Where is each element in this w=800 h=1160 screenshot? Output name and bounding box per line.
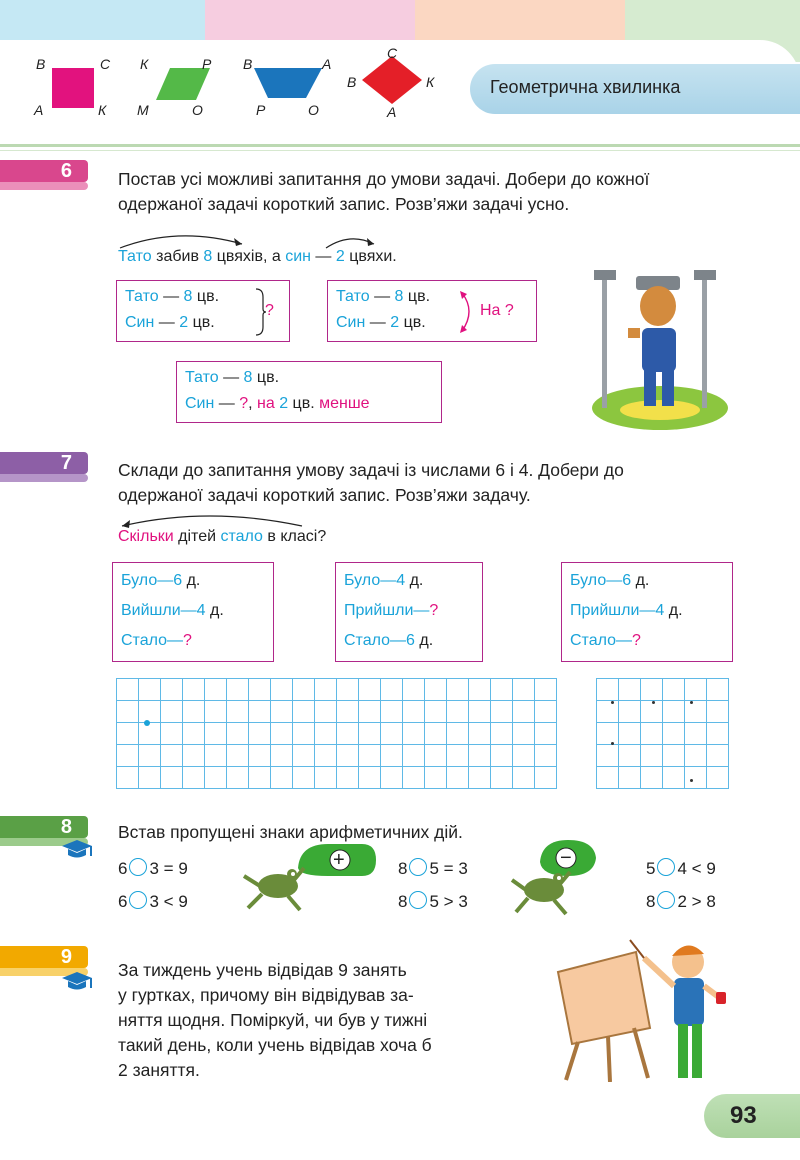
parallelogram-label-tl: К [140,56,149,72]
blank-circle-1[interactable] [129,858,147,876]
square-label-br: К [98,102,107,118]
exercise-9-badge: 9 [0,946,88,968]
trapezoid-label-br: О [308,102,319,118]
story-syn: син [285,248,311,265]
ex6-scheme-box-1 [116,280,290,342]
graduation-cap-icon [60,838,94,862]
ex6-scheme-box-3 [176,361,442,423]
blank-circle-2[interactable] [129,891,147,909]
box2-unit1: цв. [403,288,431,305]
box2-syn: Син [336,314,366,331]
blank-circle-5[interactable] [657,858,675,876]
box2-unit2: цв. [399,314,426,331]
box3-question: ? [239,395,249,412]
blank-circle-4[interactable] [409,891,427,909]
parallelogram-label-tr: Р [202,56,212,72]
man-with-nails-illustration [580,258,740,438]
exercise-6-badge-lower [0,182,88,190]
ex7-scheme-box-2 [335,562,483,662]
ex7-b3-pryishly: Прийшли [570,602,640,619]
ex7-b3-bulo: Було [570,572,607,589]
ex7-b3-dash2: — [639,602,656,619]
rhombus-label-bottom: А [387,104,397,120]
trapezoid-label-tr: А [322,56,332,72]
story-text4: цвяхи. [344,248,397,265]
exercise-6-text-line2: одержаної задачі короткий запис. Розв’яжи задачі усно. [118,194,570,214]
story-text1: забив [151,248,204,265]
exercise-9-line3: няття щодня. Поміркуй, чи був у тижні [118,1010,428,1030]
exercise-8-text: Встав пропущені знаки арифметичних дій. [118,822,463,842]
trapezoid-figure [254,68,322,98]
square-label-tl: В [36,56,46,72]
ex7-b1-dash3: — [167,632,184,649]
ex7-scheme-box-1 [112,562,274,662]
ex7-b2-dash2: — [413,602,430,619]
ex7-b1-bulo: Було [121,572,158,589]
expr-3: 8 5 = 3 [398,859,468,878]
story-text3: — [310,248,336,265]
square-label-bl: А [34,102,44,118]
ex7-b1-dash1: — [157,572,174,589]
ex7-b3-dash1: — [606,572,623,589]
box1-dash2: — [154,314,180,331]
ex7-b3-unit2: д. [664,602,683,619]
box3-na: на [257,395,275,412]
minus-sign: − [560,847,572,869]
expr-2: 6 3 < 9 [118,892,188,911]
parallelogram-label-bl: М [137,102,149,118]
blank-circle-6[interactable] [657,891,675,909]
frog-plus-illustration [238,838,378,918]
ex7-b1-dash2: — [180,602,197,619]
box3-val1: 8 [243,369,253,386]
exercise-7-badge: 7 [0,452,88,474]
exercise-6-text-line1: Постав усі можливі запитання до умови задачі. Добери до кожної [118,169,650,189]
exercise-9-line2: у гуртках, причому він відвідував за- [118,985,414,1005]
story-num8: 8 [203,248,213,265]
trapezoid-label-tl: В [243,56,253,72]
section-title: Геометрична хвилинка [490,77,681,97]
box1-tato: Тато [125,288,159,305]
answer-grid-main[interactable] [116,678,557,789]
parallelogram-figure [156,68,210,100]
box1-val2: 2 [179,314,189,331]
box3-comma: , [248,395,258,412]
ex7-b1-stalo: Стало [121,632,168,649]
page-number: 93 [730,1102,757,1129]
box3-dash2: — [214,395,240,412]
box3-unit1: цв. [252,369,280,386]
ex7-b1-unit1: д. [182,572,201,589]
box1-syn: Син [125,314,155,331]
ex7-b2-val3: 6 [406,632,415,649]
ex7-b1-val1: 6 [173,572,183,589]
story-tato: Тато [118,248,152,265]
answer-grid-small[interactable] [596,678,729,789]
expr-4: 8 5 > 3 [398,892,468,911]
question-skilky: Скільки [118,528,174,545]
page-number-tab [704,1094,800,1138]
ex7-b3-dash3: — [616,632,633,649]
exercise-8-badge: 8 [0,816,88,838]
rhombus-label-top: С [387,45,398,61]
box1-dash1: — [158,288,184,305]
rhombus-label-right: К [426,74,435,90]
box2-val2: 2 [390,314,400,331]
header-divider-thin [0,150,800,151]
grid-dot-4 [611,742,614,745]
grid-dot-3 [690,701,693,704]
ex7-b2-stalo: Стало [344,632,391,649]
exercise-9-line1: За тиждень учень відвідав 9 занять [118,960,407,980]
expr-6: 8 2 > 8 [646,892,716,911]
box1-unit2: цв. [188,314,215,331]
box3-dash1: — [218,369,244,386]
ex7-b2-unit1: д. [405,572,424,589]
exercise-9-line4: такий день, коли учень відвідав хоча б [118,1035,432,1055]
question-text1: дітей [173,528,221,545]
box3-syn: Син [185,395,215,412]
ex7-b1-question: ? [183,632,192,649]
ex7-b1-val2: 4 [196,602,206,619]
box1-val1: 8 [183,288,193,305]
story-num2: 2 [335,248,345,265]
box3-tato: Тато [185,369,219,386]
ex7-b1-vyishly: Вийшли [121,602,181,619]
box2-question: На ? [480,302,514,319]
exercise-6-badge: 6 [0,160,88,182]
exercise-7-text-line1: Склади до запитання умову задачі із числами 6 і 4. Добери до [118,460,624,480]
box2-arrow [458,289,478,335]
exercise-7-text-line2: одержаної задачі короткий запис. Розв’яжи задачу. [118,485,531,505]
ex7-scheme-box-3 [561,562,733,662]
ex7-b2-val1: 4 [396,572,406,589]
box2-val1: 8 [394,288,404,305]
box1-question: ? [265,302,274,319]
box3-val2: 2 [279,395,289,412]
blank-circle-3[interactable] [409,858,427,876]
square-label-tr: С [100,56,111,72]
box3-unit2: цв. [288,395,320,412]
ex7-b3-val1: 6 [622,572,632,589]
ex7-b3-stalo: Стало [570,632,617,649]
rhombus-label-left: В [347,74,357,90]
ex7-b2-bulo: Було [344,572,381,589]
ex7-b2-pryishly: Прийшли [344,602,414,619]
grid-dot-2 [652,701,655,704]
parallelogram-label-br: О [192,102,203,118]
box2-tato: Тато [336,288,370,305]
header-divider [0,144,800,147]
ex7-b3-question: ? [632,632,641,649]
box2-dash2: — [365,314,391,331]
box2-dash1: — [369,288,395,305]
boy-painter-illustration [538,932,738,1082]
box3-less: менше [319,395,370,412]
geometric-figures [28,48,448,128]
square-figure [52,68,94,108]
ex7-b1-unit2: д. [205,602,224,619]
question-text2: в класі? [262,528,327,545]
expr-1: 6 3 = 9 [118,859,188,878]
story-arrows [118,230,418,250]
question-stalo: стало [220,528,263,545]
ex6-scheme-box-2 [327,280,537,342]
story-text2: цвяхів, а [212,248,286,265]
grid-dot-5 [690,779,693,782]
exercise-9-line5: 2 заняття. [118,1060,200,1080]
box1-unit1: цв. [192,288,220,305]
rhombus-figure [362,56,422,104]
ex7-b3-unit1: д. [631,572,650,589]
exercise-7-badge-lower [0,474,88,482]
ex7-b2-question: ? [429,602,439,619]
ex7-b2-dash3: — [390,632,407,649]
ex7-b3-val2: 4 [655,602,665,619]
grid-dot-1 [611,701,614,704]
trapezoid-label-bl: Р [256,102,266,118]
ex7-b2-unit3: д. [414,632,434,649]
grid-start-dot [144,720,150,726]
ex7-b2-dash1: — [380,572,397,589]
plus-sign: + [333,849,345,871]
expr-5: 5 4 < 9 [646,859,716,878]
question-arrow [118,512,318,530]
graduation-cap-icon-2 [60,970,94,994]
